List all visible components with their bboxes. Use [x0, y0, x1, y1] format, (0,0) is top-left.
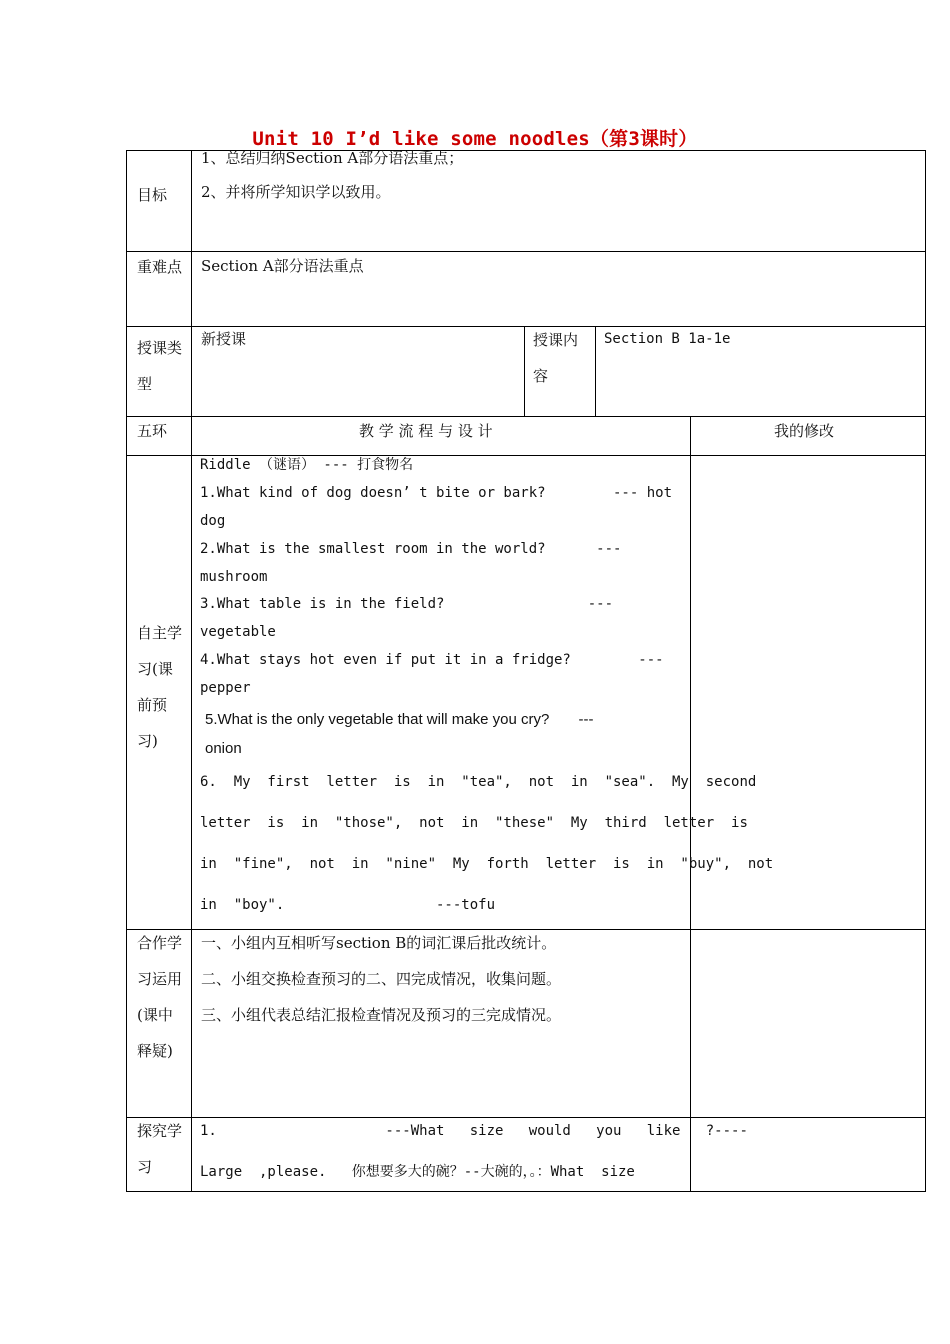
riddle-q5-answer: onion: [205, 740, 242, 757]
riddle-q5: 5.What is the only vegetable that will make you cry? ---: [205, 711, 594, 728]
riddle-line-7: 4.What stays hot even if put it in a fridge? ---: [200, 652, 664, 668]
riddle-line-5: 3.What table is in the field? ---: [200, 596, 614, 612]
flow-header: 教 学 流 程 与 设 计: [359, 422, 493, 440]
column-divider: [191, 151, 192, 1191]
row-divider: [127, 251, 925, 252]
key-label: 重难点: [137, 258, 183, 276]
page-title: Unit 10 I’d like some noodles（第3课时）: [252, 128, 698, 150]
column-divider: [524, 326, 525, 416]
edit-header: 我的修改: [774, 422, 835, 440]
goal-line-2: 2、并将所学知识学以致用。: [201, 183, 391, 201]
riddle-line-4: mushroom: [200, 569, 268, 585]
riddle-q6-line-2: letter is in "those", not in "these" My third letter is: [200, 815, 748, 831]
explore-label: 探究学习: [137, 1122, 183, 1176]
type-label: 授课类型: [137, 339, 183, 393]
goal-label: 目标: [137, 186, 168, 204]
riddle-q6-line-4: in "boy". ---tofu: [200, 897, 496, 913]
explore-line-2: Large ,please. 你想要多大的碗？--大碗的，。：What size: [200, 1164, 635, 1180]
type-content: 新授课: [201, 330, 247, 348]
coop-label: 合作学 习运用(课中释疑): [137, 934, 183, 1060]
explore-line-1: 1. ---What size would you like ?----: [200, 1123, 748, 1139]
row-divider: [127, 929, 925, 930]
coop-line-3: 三、小组代表总结汇报检查情况及预习的三完成情况。: [201, 1006, 562, 1024]
self-study-label: 自主学习(课前预习): [137, 624, 183, 750]
riddle-line-3: 2.What is the smallest room in the world? ---: [200, 541, 622, 557]
riddle-q6-line-1: 6. My first letter is in "tea", not in "sea". My second: [200, 774, 757, 790]
riddle-q6-line-3: in "fine", not in "nine" My forth letter is in "buy", not: [200, 856, 774, 872]
coop-line-1: 一、小组内互相听写section B的词汇课后批改统计。: [201, 934, 557, 952]
coop-line-2: 二、小组交换检查预习的二、四完成情况，收集问题。: [201, 970, 562, 988]
content-label: 授课内容: [533, 331, 579, 385]
row-divider: [127, 326, 925, 327]
lesson-plan-table: [126, 150, 926, 1192]
column-divider: [690, 416, 691, 1191]
content-value: Section B 1a-1e: [604, 331, 731, 347]
riddle-line-1: 1.What kind of dog doesn’ t bite or bark? --- hot: [200, 485, 673, 501]
five-links-label: 五环: [137, 422, 168, 440]
goal-line-1: 1、总结归纳Section A部分语法重点；: [201, 149, 464, 167]
riddle-line-2: dog: [200, 513, 226, 529]
riddle-title: Riddle （谜语） --- 打食物名: [200, 457, 414, 473]
riddle-line-6: vegetable: [200, 624, 276, 640]
column-divider: [595, 326, 596, 416]
riddle-line-8: pepper: [200, 680, 251, 696]
row-divider: [127, 1117, 925, 1118]
key-content: Section A部分语法重点: [201, 257, 364, 275]
row-divider: [127, 416, 925, 417]
